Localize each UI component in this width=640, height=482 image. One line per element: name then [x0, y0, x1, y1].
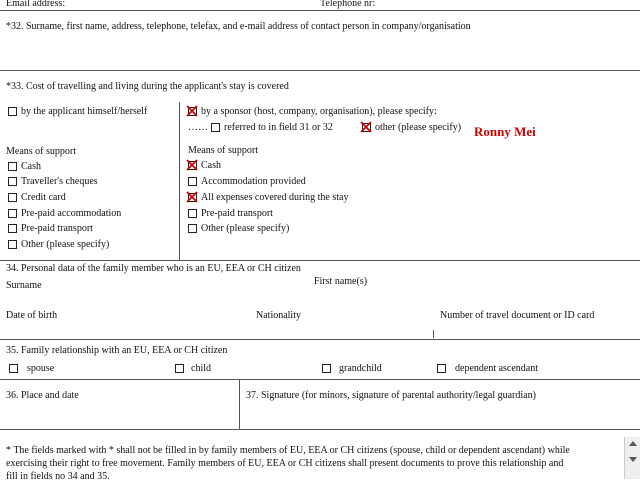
- field-36-label[interactable]: 36. Place and date: [6, 390, 79, 401]
- right-means-item: All expenses covered during the stay: [201, 192, 349, 203]
- scroll-up-arrow-icon[interactable]: [628, 439, 638, 447]
- sponsor-option-label: by a sponsor (host, company, organisation), please specify:: [201, 106, 437, 117]
- left-means-title: Means of support: [6, 146, 76, 157]
- field-35-label: 35. Family relationship with an EU, EEA or CH citizen: [6, 345, 228, 356]
- dots-text: ……: [188, 122, 208, 133]
- divider: [0, 70, 640, 71]
- left-other-checkbox[interactable]: [8, 240, 17, 249]
- right-all-expenses-cross-mark: [186, 191, 198, 203]
- spouse-checkbox[interactable]: [9, 364, 18, 373]
- left-means-item: Credit card: [21, 192, 66, 203]
- left-means-item: Traveller's cheques: [21, 176, 98, 187]
- right-means-item: Other (please specify): [201, 223, 290, 234]
- divider: [0, 260, 640, 261]
- other-cross-mark: [360, 121, 372, 133]
- right-means-title: Means of support: [188, 145, 258, 156]
- left-cash-checkbox[interactable]: [8, 162, 17, 171]
- right-means-item: Pre-paid transport: [201, 208, 273, 219]
- footnote-line: exercising their right to free movement. Family members of EU, EEA or CH citizens shall present documents to prove this relationship and: [6, 458, 564, 469]
- surname-label[interactable]: Surname: [6, 280, 42, 291]
- right-transport-checkbox[interactable]: [188, 209, 197, 218]
- dob-label[interactable]: Date of birth: [6, 310, 58, 321]
- left-means-item: Other (please specify): [21, 239, 110, 250]
- applicant-option-label: by the applicant himself/herself: [21, 106, 148, 117]
- right-means-item: Accommodation provided: [201, 176, 306, 187]
- nationality-label[interactable]: Nationality: [256, 310, 301, 321]
- left-means-item: Pre-paid accommodation: [21, 208, 122, 219]
- divider: [0, 429, 640, 430]
- field-33-label: *33. Cost of travelling and living during the applicant's stay is covered: [6, 81, 289, 92]
- right-means-item: Cash: [201, 160, 221, 171]
- right-accommodation-checkbox[interactable]: [188, 177, 197, 186]
- relationship-option: child: [191, 363, 211, 374]
- telephone-label: Telephone nr:: [320, 0, 376, 9]
- applicant-checkbox[interactable]: [8, 107, 17, 116]
- field-34-label: 34. Personal data of the family member who is an EU, EEA or CH citizen: [6, 263, 301, 274]
- referred-checkbox[interactable]: [211, 123, 220, 132]
- divider: [0, 379, 640, 380]
- left-means-item: Pre-paid transport: [21, 223, 93, 234]
- field-37-label[interactable]: 37. Signature (for minors, signature of parental authority/legal guardian): [246, 390, 536, 401]
- child-checkbox[interactable]: [175, 364, 184, 373]
- divider: [433, 330, 434, 338]
- handwritten-sponsor-name: Ronny Mei: [474, 124, 536, 139]
- left-credit-card-checkbox[interactable]: [8, 193, 17, 202]
- right-other-checkbox[interactable]: [188, 224, 197, 233]
- left-means-item: Cash: [21, 161, 41, 172]
- left-accommodation-checkbox[interactable]: [8, 209, 17, 218]
- relationship-option: dependent ascendant: [455, 363, 539, 374]
- divider: [0, 339, 640, 340]
- left-transport-checkbox[interactable]: [8, 224, 17, 233]
- field-32-label[interactable]: *32. Surname, first name, address, telephone, telefax, and e-mail address of contact person in company/organisation: [6, 21, 471, 32]
- grandchild-checkbox[interactable]: [322, 364, 331, 373]
- divider: [179, 102, 180, 260]
- scrollbar[interactable]: [624, 437, 640, 479]
- doc-number-label[interactable]: Number of travel document or ID card: [440, 310, 595, 321]
- referred-label: referred to in field 31 or 32: [224, 122, 333, 133]
- first-names-label[interactable]: First name(s): [314, 276, 368, 287]
- dependent-ascendant-checkbox[interactable]: [437, 364, 446, 373]
- sponsor-cross-mark: [186, 105, 198, 117]
- footnote-line: * The fields marked with * shall not be filled in by family members of EU, EEA or CH citizens (spouse, child or dependent ascendant) while: [6, 445, 570, 456]
- divider: [239, 379, 240, 429]
- footnote-line: fill in fields no 34 and 35.: [6, 471, 110, 482]
- left-cheques-checkbox[interactable]: [8, 177, 17, 186]
- right-cash-cross-mark: [186, 159, 198, 171]
- divider: [0, 10, 640, 11]
- scroll-down-arrow-icon[interactable]: [628, 455, 638, 463]
- relationship-option: spouse: [27, 363, 55, 374]
- email-label: Email address:: [6, 0, 66, 9]
- relationship-option: grandchild: [339, 363, 382, 374]
- other-label: other (please specify): [375, 122, 462, 133]
